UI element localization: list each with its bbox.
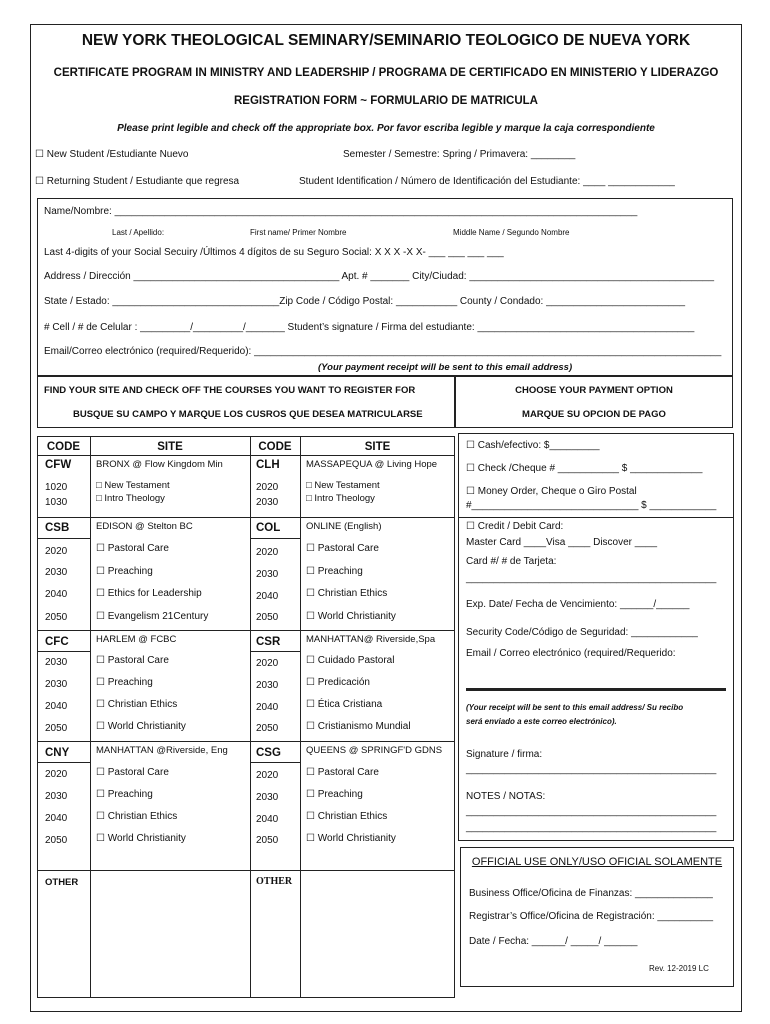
credit-card-option[interactable]: ☐ Credit / Debit Card:: [466, 521, 564, 532]
course-checkbox[interactable]: ☐ Ethics for Leadership: [96, 588, 202, 599]
course-number: 2030: [256, 497, 279, 508]
site-code: CNY: [45, 747, 70, 759]
courses-header-en: FIND YOUR SITE AND CHECK OFF THE COURSES YOU WANT TO REGISTER FOR: [44, 385, 416, 396]
payment-email-field[interactable]: [466, 688, 726, 691]
course-number: 2020: [256, 482, 279, 493]
course-number: 2050: [45, 612, 68, 623]
course-number: 2030: [45, 567, 68, 578]
program-title: CERTIFICATE PROGRAM IN MINISTRY AND LEADERSHIP / PROGRAMA DE CERTIFICADO EN MINISTERIO Y LIDERAZGO: [53, 67, 719, 79]
form-title: REGISTRATION FORM ~ FORMULARIO DE MATRICULA: [234, 95, 538, 107]
signature-label: Signature / firma:: [466, 749, 543, 760]
course-number: 2040: [45, 589, 68, 600]
course-checkbox[interactable]: ☐ Christian Ethics: [306, 811, 388, 822]
course-checkbox[interactable]: ☐ Preaching: [96, 789, 153, 800]
course-number: 2020: [256, 658, 279, 669]
code-header-right: CODE: [258, 441, 292, 453]
instructions: Please print legible and check off the appropriate box. Por favor escriba legible y marque la caja correspondiente: [117, 123, 655, 134]
course-number: 2050: [45, 723, 68, 734]
address-field[interactable]: Address / Dirección _____________________________________ Apt. # _______ City/Ciudad: ____________________________________________: [44, 271, 715, 282]
card-number-label: Card #/ # de Tarjeta:: [466, 556, 557, 567]
course-number: 2040: [45, 701, 68, 712]
course-number: 2030: [45, 679, 68, 690]
course-checkbox[interactable]: ☐ Preaching: [96, 677, 153, 688]
course-checkbox[interactable]: □ New Testament: [96, 480, 170, 491]
course-number: 2020: [45, 546, 68, 557]
email-field[interactable]: Email/Correo electrónico (required/Requerido): ____________________________________________________________________________________: [44, 346, 722, 357]
revision-label: Rev. 12-2019 LC: [649, 964, 709, 973]
site-name: BRONX @ Flow Kingdom Min: [96, 459, 223, 470]
course-checkbox[interactable]: □ Intro Theology: [96, 493, 165, 504]
student-id-field[interactable]: Student Identification / Número de Identificación del Estudiante: ____ ____________: [299, 176, 675, 187]
name-field[interactable]: Name/Nombre: ______________________________________________________________________________________________: [44, 206, 638, 217]
course-checkbox[interactable]: ☐ Ética Cristiana: [306, 699, 383, 710]
receipt-note: (Your payment receipt will be sent to this email address): [318, 362, 573, 373]
courses-header-box: [37, 376, 455, 428]
signature-field[interactable]: _____________________________________________: [466, 764, 717, 775]
course-number: 2050: [256, 612, 279, 623]
course-checkbox[interactable]: ☐ Cuidado Pastoral: [306, 655, 395, 666]
course-number: 2030: [256, 792, 279, 803]
other-right[interactable]: OTHER: [256, 876, 293, 887]
code-header-left: CODE: [46, 441, 81, 453]
first-name-label: First name/ Primer Nombre: [250, 228, 347, 237]
course-number: 2040: [256, 702, 279, 713]
payment-header-box: [455, 376, 733, 428]
course-number: 2040: [45, 813, 68, 824]
business-office-field[interactable]: Business Office/Oficina de Finanzas: ______________: [469, 888, 713, 899]
other-left[interactable]: OTHER: [45, 877, 79, 888]
site-name: ONLINE (English): [306, 521, 382, 532]
site-code: CSB: [45, 522, 70, 534]
state-zip-county-field[interactable]: State / Estado: ______________________________Zip Code / Código Postal: ___________ County / Condado: _________________________: [44, 296, 686, 307]
course-number: 2040: [256, 814, 279, 825]
notes-label: NOTES / NOTAS:: [466, 791, 546, 802]
cell-signature-field[interactable]: # Cell / # de Celular : _________/_________/_______ Student’s signature / Firma del estudiante: _______________________________________: [44, 322, 695, 333]
course-number: 2030: [45, 791, 68, 802]
course-number: 2050: [45, 835, 68, 846]
course-checkbox[interactable]: ☐ Preaching: [306, 566, 363, 577]
course-number: 1020: [45, 482, 68, 493]
payment-header-es: MARQUE SU OPCION DE PAGO: [522, 409, 666, 420]
registrar-office-field[interactable]: Registrar’s Office/Oficina de Registración: __________: [469, 911, 714, 922]
site-code: CLH: [256, 459, 280, 471]
course-checkbox[interactable]: ☐ Christian Ethics: [306, 588, 388, 599]
site-header-right: SITE: [364, 441, 391, 453]
course-number: 2050: [256, 835, 279, 846]
course-checkbox[interactable]: ☐ Pastoral Care: [96, 543, 169, 554]
course-number: 2030: [256, 569, 279, 580]
course-checkbox[interactable]: ☐ Evangelism 21Century: [96, 611, 209, 622]
check-option[interactable]: ☐ Check /Cheque # ___________ $ _____________: [466, 463, 703, 474]
payment-email-label: Email / Correo electrónico (required/Requerido:: [466, 648, 676, 659]
cash-option[interactable]: ☐ Cash/efectivo: $_________: [466, 440, 600, 451]
new-student-checkbox[interactable]: ☐ New Student /Estudiante Nuevo: [35, 149, 189, 160]
seminary-title: NEW YORK THEOLOGICAL SEMINARY/SEMINARIO TEOLOGICO DE NUEVA YORK: [81, 32, 691, 49]
course-number: 2050: [256, 723, 279, 734]
payment-header-en: CHOOSE YOUR PAYMENT OPTION: [515, 385, 673, 396]
site-name: QUEENS @ SPRINGF'D GDNS: [306, 745, 443, 756]
course-number: 2020: [256, 547, 279, 558]
course-checkbox[interactable]: ☐ Christian Ethics: [96, 811, 178, 822]
course-number: 2020: [256, 770, 279, 781]
course-checkbox[interactable]: ☐ Cristianismo Mundial: [306, 721, 411, 732]
course-checkbox[interactable]: ☐ Pastoral Care: [96, 655, 169, 666]
course-checkbox[interactable]: ☐ World Christianity: [96, 833, 186, 844]
middle-name-label: Middle Name / Segundo Nombre: [453, 228, 570, 237]
course-checkbox[interactable]: ☐ Christian Ethics: [96, 699, 178, 710]
course-number: 2020: [45, 769, 68, 780]
course-checkbox[interactable]: ☐ Pastoral Care: [306, 767, 379, 778]
site-name: MANHATTAN@ Riverside,Spa: [306, 634, 436, 645]
semester-field[interactable]: Semester / Semestre: Spring / Primavera: ________: [343, 149, 576, 160]
site-name: HARLEM @ FCBC: [96, 634, 177, 645]
course-number: 2030: [256, 680, 279, 691]
course-checkbox[interactable]: ☐ Pastoral Care: [96, 767, 169, 778]
payment-receipt-note-2: será enviado a este correo electrónico).: [466, 717, 617, 726]
site-code: CSR: [256, 636, 281, 648]
site-name: EDISON @ Stelton BC: [96, 521, 193, 532]
course-checkbox[interactable]: ☐ Pastoral Care: [306, 543, 379, 554]
card-type-field[interactable]: Master Card ____Visa ____ Discover ____: [466, 537, 658, 548]
course-checkbox[interactable]: □ New Testament: [306, 480, 380, 491]
site-code: CFC: [45, 636, 69, 648]
course-checkbox[interactable]: ☐ World Christianity: [306, 611, 396, 622]
courses-header-es: BUSQUE SU CAMPO Y MARQUE LOS CUSROS QUE DESEA MATRICULARSE: [73, 409, 423, 420]
payment-receipt-note-1: (Your receipt will be sent to this email address/ Su recibo: [466, 703, 684, 712]
notes-field-2[interactable]: _____________________________________________: [466, 822, 717, 833]
course-number: 2030: [45, 657, 68, 668]
official-use-title: OFFICIAL USE ONLY/USO OFICIAL SOLAMENTE: [471, 856, 723, 868]
site-code: COL: [256, 522, 281, 534]
money-order-option[interactable]: ☐ Money Order, Cheque o Giro Postal: [466, 486, 637, 497]
site-name: MANHATTAN @Riverside, Eng: [96, 745, 228, 756]
money-order-number[interactable]: #______________________________ $ ____________: [466, 500, 717, 511]
last-name-label: Last / Apellido:: [112, 228, 165, 237]
security-code-field[interactable]: Security Code/Código de Seguridad: ____________: [466, 627, 698, 638]
site-code: CSG: [256, 747, 281, 759]
course-number: 1030: [45, 497, 68, 508]
site-code: CFW: [45, 459, 72, 471]
course-checkbox[interactable]: ☐ World Christianity: [306, 833, 396, 844]
site-header-left: SITE: [157, 441, 183, 453]
notes-field-1[interactable]: _____________________________________________: [466, 806, 717, 817]
course-checkbox[interactable]: ☐ Predicación: [306, 677, 370, 688]
exp-date-field[interactable]: Exp. Date/ Fecha de Vencimiento: ______/______: [466, 599, 690, 610]
course-number: 2040: [256, 591, 279, 602]
course-checkbox[interactable]: ☐ Preaching: [306, 789, 363, 800]
course-checkbox[interactable]: □ Intro Theology: [306, 493, 375, 504]
official-date-field[interactable]: Date / Fecha: ______/ _____/ ______: [469, 936, 638, 947]
ssn-field[interactable]: Last 4-digits of your Social Secuiry /Últimos 4 dígitos de su Seguro Social: X X X -X X- ___ ___ ___ ___: [44, 247, 504, 258]
card-number-field[interactable]: _____________________________________________: [466, 573, 717, 584]
site-name: MASSAPEQUA @ Living Hope: [306, 459, 438, 470]
course-checkbox[interactable]: ☐ Preaching: [96, 566, 153, 577]
course-checkbox[interactable]: ☐ World Christianity: [96, 721, 186, 732]
returning-student-checkbox[interactable]: ☐ Returning Student / Estudiante que regresa: [35, 176, 240, 187]
